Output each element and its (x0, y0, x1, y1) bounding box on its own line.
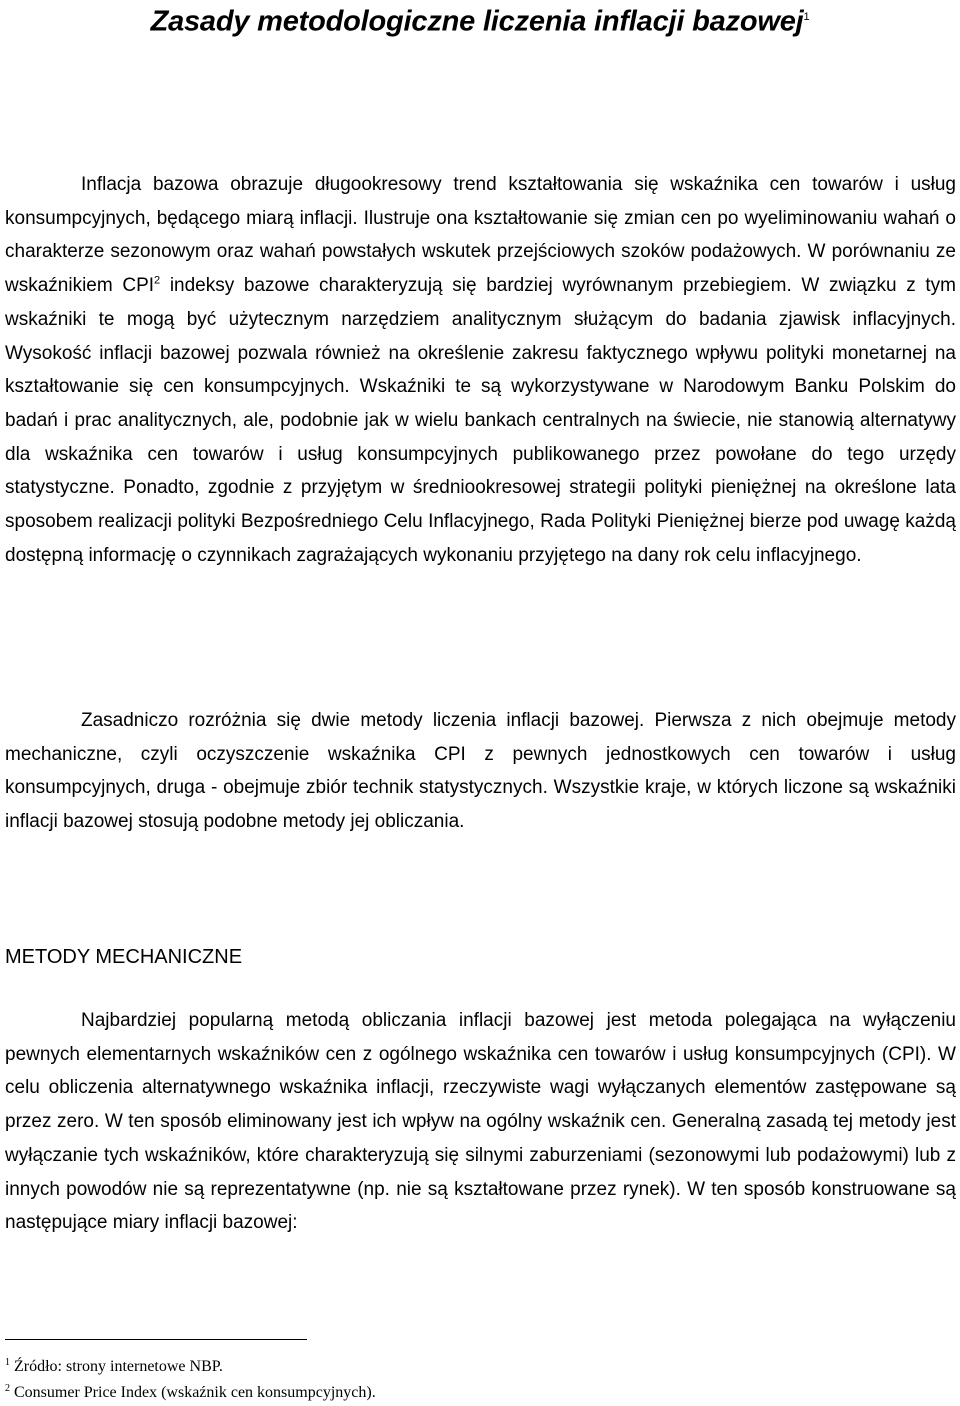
footnote-1 (5, 1354, 945, 1380)
footnote-1-text: Źródło: strony internetowe NBP. (14, 1358, 223, 1375)
cpi-footnote-marker: 2 (154, 274, 161, 287)
title-text: Zasady metodologiczne liczenia inflacji bazowej (150, 5, 804, 38)
footnote-1-marker: 1 (5, 1356, 10, 1368)
intro-section (5, 168, 956, 572)
footnote-2 (5, 1380, 945, 1406)
title-footnote-marker: 1 (803, 11, 810, 23)
footnotes (5, 1354, 945, 1406)
paragraph-intro (5, 168, 956, 572)
paragraph-intro-part-b: indeksy bazowe charakteryzują się bardziej wyrównanym przebiegiem. W związku z tym wskaźniki te mogą być użytecznym narzędziem analitycznym służącym do badania zjawisk inflacyjnych. Wysokość inflacji bazowej pozwala również na określenie zakresu faktycznego wpływu polityki monetarnej na kształtowanie się cen konsumpcyjnych. Wskaźniki te są wykorzystywane w Narodowym Banku Polskim do badań i prac analitycznych, ale, podobnie jak w wielu bankach centralnych na świecie, nie stanowią alternatywy dla wskaźnika cen towarów i usług konsumpcyjnych publikowanego przez powołane do tego urzędy statystyczne. Ponadto, zgodnie z przyjętym w średniookresowej strategii polityki pieniężnej na określone lata sposobem realizacji polityki Bezpośredniego Celu Inflacyjnego, Rada Polityki Pieniężnej bierze pod uwagę każdą dostępną informację o czynnikach zagrażających wykonaniu przyjętego na dany rok celu inflacyjnego. (5, 275, 956, 566)
paragraph-mechanical: Najbardziej popularną metodą obliczania inflacji bazowej jest metoda polegająca na wyłączeniu pewnych elementarnych wskaźników cen z ogólnego wskaźnika cen towarów i usług konsumpcyjnych (CPI). W celu obliczenia alternatywnego wskaźnika inflacji, rzeczywiste wagi wyłączanych elementów zastępowane są przez zero. W ten sposób eliminowany jest ich wpływ na ogólny wskaźnik cen. Generalną zasadą tej metody jest wyłączanie tych wskaźników, które charakteryzują się silnymi zaburzeniami (sezonowymi lub podażowymi) lub z innych powodów nie są reprezentatywne (np. nie są kształtowane przez rynek). W ten sposób konstruowane są następujące miary inflacji bazowej: (5, 1010, 956, 1234)
footnote-2-text: Consumer Price Index (wskaźnik cen konsumpcyjnych). (14, 1384, 376, 1401)
paragraph-intro-part-a: Inflacja bazowa obrazuje długookresowy trend kształtowania się wskaźnika cen towarów i usług konsumpcyjnych, będącego miarą inflacji. Ilustruje ona kształtowanie się zmian cen po wyeliminowaniu wahań o charakterze sezonowym oraz wahań powstałych wskutek przejściowych szoków podażowych. W porównaniu ze wskaźnikiem CPI (5, 174, 956, 297)
section-heading: METODY MECHANICZNE (5, 946, 243, 968)
footnote-divider (5, 1339, 307, 1340)
methods-section (5, 704, 956, 839)
page-title (0, 0, 960, 39)
paragraph-methods: Zasadniczo rozróżnia się dwie metody liczenia inflacji bazowej. Pierwsza z nich obejmuje metody mechaniczne, czyli oczyszczenie wskaźnika CPI z pewnych jednostkowych cen towarów i usług konsumpcyjnych, druga - obejmuje zbiór technik statystycznych. Wszystkie kraje, w których liczone są wskaźniki inflacji bazowej stosują podobne metody jej obliczania. (5, 710, 956, 833)
footnote-2-marker: 2 (5, 1382, 10, 1394)
mechanical-methods-section (5, 1004, 956, 1240)
